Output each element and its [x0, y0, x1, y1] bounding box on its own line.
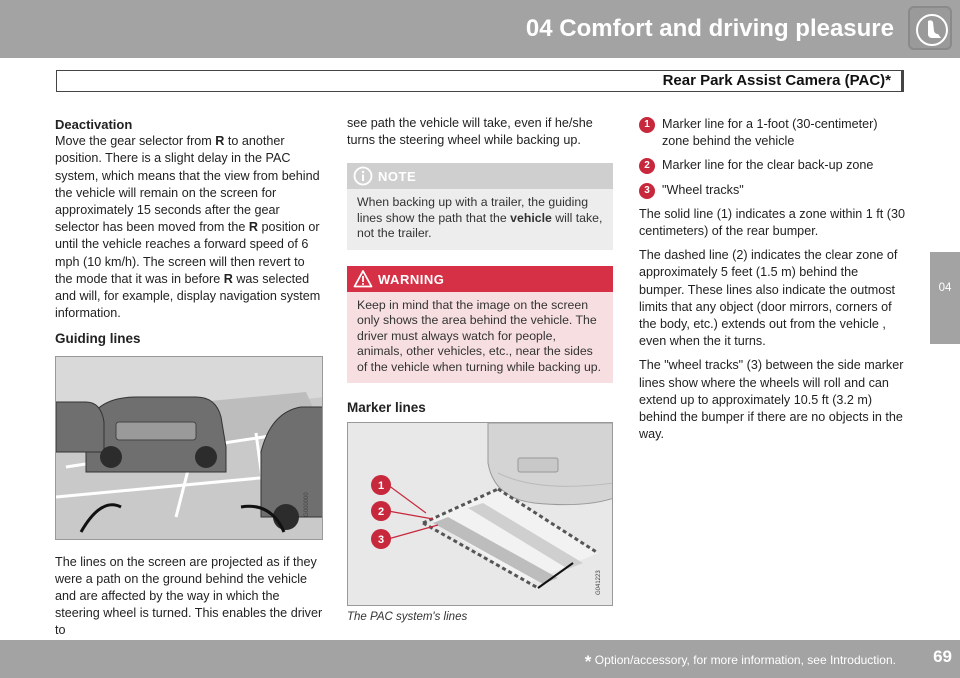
deactivation-heading: Deactivation: [55, 117, 133, 132]
guiding-lines-figure: [55, 356, 323, 540]
deactivation-text-part: to another position. There is a slight delay in the PAC system, which means that the view from behind the vehicle will remain on the screen for approximately 15 seconds after the gear selector has been moved from the: [55, 134, 320, 235]
legend-text-3: "Wheel tracks": [662, 182, 744, 197]
footer-band: [0, 640, 960, 678]
note-box: [347, 163, 613, 250]
column-middle: [347, 116, 613, 626]
figure-code: G000000: [304, 491, 310, 517]
legend-number-2: 2: [639, 158, 655, 174]
note-text-part: When backing up with a trailer, the guiding lines show the path that the: [357, 195, 589, 225]
column-left: [55, 116, 323, 647]
column-right: [639, 116, 907, 450]
callout-3: 3: [377, 533, 385, 546]
legend-text-1: Marker line for a 1-foot (30-centimeter) zone behind the vehicle: [662, 117, 878, 149]
header-band: [0, 0, 960, 58]
note-text: [347, 189, 613, 242]
marker-lines-heading: Marker lines: [347, 400, 426, 416]
deactivation-text-part: was selected and will, for example, display navigation system information.: [55, 271, 321, 321]
figure-caption: The PAC system's lines: [347, 610, 468, 623]
deactivation-text: [55, 133, 323, 322]
lines-description: The lines on the screen are projected as if they were a path on the ground behind the vehicle and are affected by the way in which the steering wheel is turned. This enables the driver to: [55, 554, 323, 638]
guiding-lines-heading: Guiding lines: [55, 331, 141, 347]
section-title: Rear Park Assist Camera (PAC)*: [662, 72, 891, 89]
footer-note-text: Option/accessory, for more information, see Introduction.: [591, 653, 896, 667]
figure-code: G041223: [596, 569, 602, 595]
footer-note: [585, 652, 896, 672]
solid-line-paragraph: The solid line (1) indicates a zone within 1 ft (30 centimeters) of the rear bumper.: [639, 206, 906, 239]
warning-label: WARNING: [378, 271, 445, 287]
note-bold: vehicle: [510, 210, 552, 225]
gear-r: R: [215, 134, 225, 149]
legend-item: [639, 157, 907, 174]
legend-item: [639, 116, 907, 150]
deactivation-text-part: position or until the vehicle reaches a forward speed of 6 mph (10 km/h). The screen will then revert to the mode that it was in before: [55, 220, 320, 286]
side-tab-label: 04: [938, 282, 952, 294]
legend-item: [639, 182, 907, 199]
warning-box: [347, 266, 613, 384]
section-title-box: [56, 70, 904, 92]
warning-icon: [353, 269, 373, 289]
callout-1: 1: [377, 479, 385, 492]
warning-header: [347, 266, 613, 292]
warning-text: Keep in mind that the image on the screen only shows the area behind the vehicle. The driver must always watch for people, animals, other vehicles, etc., near the sides of the vehicle when turning while backing up.: [357, 297, 602, 374]
wheel-tracks-paragraph: The "wheel tracks" (3) between the side marker lines show where the wheels will roll and can extend up to approximately 10.5 ft (3.2 m) behind the bumper if there are no objects in the way.: [639, 358, 904, 442]
deactivation-text-part: Move the gear selector from: [55, 134, 216, 149]
continued-text: see path the vehicle will take, even if he/she turns the steering wheel while backing up.: [347, 116, 593, 148]
page-number: 69: [933, 647, 952, 666]
chapter-side-tab[interactable]: [930, 252, 960, 344]
gear-r: R: [248, 220, 259, 235]
seat-icon: [908, 6, 952, 50]
note-label: NOTE: [378, 169, 417, 185]
note-header: [347, 163, 613, 189]
marker-lines-figure: [347, 422, 613, 606]
callout-2: 2: [377, 505, 385, 518]
chapter-title: 04 Comfort and driving pleasure: [525, 15, 894, 42]
gear-r: R: [223, 271, 233, 286]
info-icon: [353, 166, 373, 186]
legend-number-1: 1: [639, 117, 655, 133]
legend-number-3: 3: [639, 183, 655, 199]
legend-text-2: Marker line for the clear back-up zone: [662, 158, 874, 173]
dashed-line-paragraph: The dashed line (2) indicates the clear zone of approximately 5 feet (1.5 m) behind the bumper. These lines also indicate the outmost limits that any object (door mirrors, corners of the body, etc.) extends out from the vehicle , even when the it turns.: [639, 248, 898, 349]
footer-star: *: [584, 652, 592, 671]
note-text-part: will take, not the trailer.: [357, 210, 603, 241]
